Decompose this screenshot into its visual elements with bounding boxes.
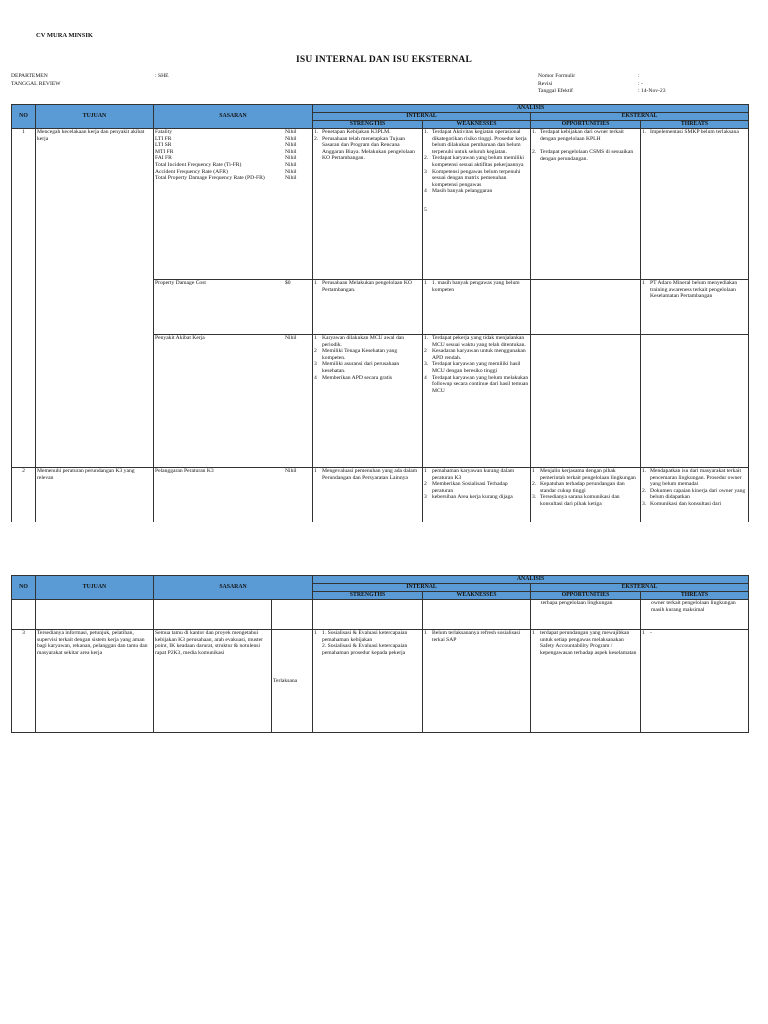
department-value: : SHE (155, 73, 169, 79)
effective-date-label: Tanggal Efektif (538, 88, 573, 94)
strengths-cell (313, 280, 423, 335)
header-eksternal: EKSTERNAL (531, 584, 749, 592)
row-no: 3 (12, 630, 36, 733)
header-threats: THREATS (641, 592, 749, 600)
sasaran-name: MTI FR (155, 148, 174, 155)
item-text: Impelementasi SMKP belum terlaksana (650, 129, 739, 135)
item-text: 1. Sosialisasi & Evaluasi ketercapaian pemahaman kebijakan (322, 630, 408, 643)
header-no: NO (12, 576, 36, 600)
table-row (12, 630, 749, 733)
list-item (424, 494, 529, 501)
list-item (642, 501, 747, 508)
threats-cell (641, 630, 749, 733)
weaknesses-cell (423, 280, 531, 335)
list-item (532, 468, 639, 481)
item-text (432, 207, 529, 214)
row-no: 1 (12, 129, 36, 468)
table-row (12, 468, 749, 522)
list-item (314, 361, 421, 374)
sasaran-target: Nihil (285, 155, 297, 162)
sasaran-cell (154, 468, 313, 522)
sasaran-target: Nihil (285, 142, 297, 149)
item-number: 3 (424, 494, 427, 501)
list-item (424, 481, 529, 494)
item-text: 2. Sosialisasi & Evaluasi ketercapaian pemahaman prosedur kepada pekerja (322, 643, 408, 656)
item-text: Memberikan Sosialisasi Terhadap peraturan (432, 481, 508, 494)
strengths-cell (313, 468, 423, 522)
strengths-cell (313, 335, 423, 468)
list-item (424, 361, 529, 374)
item-text: Belum terlaksananya refresh sosialisasi terkai SAP (432, 630, 521, 643)
list-item (314, 643, 421, 656)
item-text: Dokumen capaian kinerja dari owner yang belum didapatkan (650, 487, 746, 501)
table-row (12, 600, 749, 630)
sasaran-target: Nihil (285, 135, 297, 142)
list-item (314, 136, 421, 162)
sasaran-name: Penyakit Akibat Kerja (155, 335, 205, 341)
sasaran-name: LTI FR (155, 135, 172, 142)
sasaran-name: Property Damage Cost (155, 280, 206, 286)
item-number: 1 (314, 630, 317, 636)
sasaran-item (155, 280, 311, 287)
table-row (12, 129, 749, 280)
item-text: Terdapat Aktivitas kegiatan operasional dikategorikan risiko tinggi. Prosedur kerja belum dilakukan pembaruan dan belum terpenuhi untuk seluruh kegiatan. (432, 129, 527, 155)
header-no: NO (12, 105, 36, 129)
item-number: 1 (424, 630, 427, 636)
item-number: 1. (642, 129, 647, 135)
empty-cell (272, 600, 313, 630)
sasaran-name: Total Incident Frequency Rate (Ti-FR) (155, 161, 242, 168)
item-number: 1. (642, 468, 647, 474)
sasaran-item (155, 335, 311, 342)
list-item (314, 280, 421, 293)
list-item (642, 630, 747, 637)
list-item (424, 468, 529, 481)
sasaran-cell (154, 280, 313, 335)
list-item (642, 468, 747, 488)
threats-cell (641, 335, 749, 468)
item-number (314, 643, 322, 656)
form-number-label: Nomor Formulir (538, 73, 576, 79)
list-item (424, 335, 529, 348)
sasaran-item (155, 149, 311, 156)
item-number: 1 (314, 468, 317, 474)
row-tujuan: Mencegah kecelakaan kerja dan penyakit akibat kerja (36, 129, 154, 468)
item-text: Terdapat pekerja yang tidak menjalankan MCU sesuai waktu yang telah ditentukan. (432, 335, 526, 348)
item-number: 1 (642, 280, 645, 286)
threats-cell (641, 129, 749, 280)
strengths-cell (313, 630, 423, 733)
header-weaknesses: WEAKNESSES (423, 121, 531, 129)
weaknesses-cell (423, 600, 531, 630)
item-text: Kompetensi pengawas belum terpenuhi sesuai dengan matrix pemenuhan kompetensi pengawas (432, 168, 521, 188)
item-number: 1 (314, 335, 317, 341)
document-title: ISU INTERNAL DAN ISU EKSTERNAL (296, 55, 472, 65)
item-number: 2 (424, 348, 427, 355)
item-number: 2. (532, 149, 537, 156)
opportunities-cell (531, 468, 641, 522)
item-text: Kesadaran karyawan untuk menggunakan APD rendah. (432, 348, 526, 361)
sasaran-target: Nihil (285, 148, 297, 155)
department-label: DEPARTEMEN (11, 73, 48, 79)
item-number: 1 (532, 630, 535, 636)
item-text: Perusahaan Melakukan pengelolaan KO Pertambangan. (322, 280, 412, 293)
item-number: 1 (532, 468, 535, 474)
list-item (314, 335, 421, 348)
weaknesses-cell (423, 468, 531, 522)
sasaran-name: Total Property Damage Frequency Rate (PD-FR) (155, 175, 265, 182)
header-internal: INTERNAL (313, 584, 531, 592)
item-number: 3 (314, 361, 317, 368)
swot-table-2 (11, 575, 749, 733)
item-text: terhapa pengelolaan lingkungan (541, 600, 613, 606)
threats-cell (641, 600, 749, 630)
list-item (424, 348, 529, 361)
item-number: 5 (424, 206, 427, 213)
list-item (424, 169, 529, 189)
sasaran-name: LTI SR (155, 142, 172, 149)
list-item (424, 155, 529, 168)
strengths-cell (313, 600, 423, 630)
sasaran-item (155, 175, 311, 182)
list-item (424, 188, 529, 195)
item-number: 3 (424, 168, 427, 175)
list-item (532, 494, 639, 507)
item-number: 2. (642, 487, 647, 494)
header-sasaran: SASARAN (154, 576, 313, 600)
sasaran-cell: Semua tamu di kantor dan proyek mengetahui kebijakan K3 perusahaan, arah evakuasi, muster point, IK keadaan darurat, struktur & notulensi rapat P2K3, media komunikasi (154, 630, 272, 733)
list-item (424, 630, 529, 643)
swot-table-1 (11, 104, 749, 522)
header-analisis: ANALISIS (313, 105, 749, 113)
weaknesses-cell (423, 129, 531, 280)
list-item (314, 375, 421, 382)
empty-cell (36, 600, 154, 630)
item-number: 4 (314, 374, 317, 381)
list-item (424, 280, 529, 293)
company-name: CV MURA MINSIK (36, 32, 93, 39)
threats-cell (641, 280, 749, 335)
effective-date-value: : 14-Nov-23 (638, 88, 666, 94)
sasaran-item (155, 155, 311, 162)
item-text: Perusahaan telah menetapkan Tujuan Sasaran dan Program dan Rencana Anggaran Biaya. Melakukan pengelolaan KO Pertambangan. (322, 135, 415, 162)
item-text: Memiliki asuransi dari perusahaan kesehatan. (322, 361, 400, 374)
header-analisis: ANALISIS (313, 576, 749, 584)
item-number: 1 (424, 280, 427, 286)
sasaran-target: Terlaksana (273, 677, 298, 684)
item-text: Memiliki Tenaga Kesehatan yang kompeten. (322, 348, 398, 361)
item-number: 1 (642, 630, 645, 636)
item-number: 3. (424, 361, 429, 368)
revision-label: Revisi (538, 80, 553, 87)
item-text: terdapat perundangan yang mewajibkan untuk setiap pengawas melaksanakan Safety Accountability Program / kepengawasan terhadap aspek keselamatan (540, 630, 637, 656)
sasaran-name: Fatality (155, 129, 173, 135)
sasaran-item (155, 468, 311, 475)
item-text: pemahaman karyawan kurang dalam peraturan K3 (432, 468, 515, 481)
weaknesses-cell (423, 630, 531, 733)
list-item (424, 207, 529, 214)
item-text: kebersihan Area kerja kurang dijaga (432, 494, 513, 501)
item-number: 3. (642, 500, 647, 507)
item-text: Penetapan Kebijakan K3PLM. (322, 129, 391, 135)
item-number: 2 (314, 348, 317, 355)
revision-value: : - (638, 80, 643, 87)
item-text: owner terkait pengelolaan lingkungan masih kurang maksimal (651, 600, 736, 613)
list-item (532, 481, 639, 494)
opportunities-cell (531, 630, 641, 733)
review-date-label: TANGGAL REVIEW (11, 80, 61, 87)
item-text: Menjalin kerjasama dengan pihak pemerintah terkait pengelolaan lingkungan (540, 468, 636, 481)
item-number: 1. (532, 129, 537, 135)
item-number: 4 (424, 188, 427, 195)
item-number: 1 (314, 280, 317, 286)
list-item (314, 630, 421, 643)
list-item (642, 280, 747, 300)
opportunities-cell (531, 129, 641, 280)
list-item (532, 129, 639, 142)
item-text: Kepatuhan terhadap perundangan dan standar cukup tinggi (540, 481, 625, 494)
header-strengths: STRENGTHS (313, 592, 423, 600)
item-text: Terdapat kebijakan dari owner terkait dengan pengelolaan KPLH (540, 129, 624, 142)
list-item (532, 630, 639, 656)
header-eksternal: EKSTERNAL (531, 113, 749, 121)
header-threats: THREATS (641, 121, 749, 129)
item-number: 4 (424, 374, 427, 381)
item-text: Terdapat karyawan yang belum memiliki kompetensi sesuai aktifitas pekerjaannya (432, 155, 524, 168)
empty-cell (154, 600, 272, 630)
item-text: Karyawan dilakukan MCU awal dan periodik. (322, 335, 405, 348)
header-opportunities: OPPORTUNITIES (531, 592, 641, 600)
list-item (314, 468, 421, 481)
item-number: 1. (424, 129, 429, 135)
row-tujuan: Memenuhi peraturan perundangan K3 yang relevan (36, 468, 154, 522)
list-item (642, 488, 747, 501)
sasaran-target: Nihil (285, 161, 297, 168)
sasaran-item (155, 142, 311, 149)
header-tujuan: TUJUAN (36, 576, 154, 600)
weaknesses-cell (423, 335, 531, 468)
header-internal: INTERNAL (313, 113, 531, 121)
header-tujuan: TUJUAN (36, 105, 154, 129)
sasaran-item (155, 129, 311, 136)
item-number: 3. (532, 494, 537, 501)
item-text: Terdapat pengelolaan CSMS di sesuaikan dengan perundangan. (540, 149, 634, 162)
item-number: 1. (424, 335, 429, 341)
list-item (314, 129, 421, 136)
sasaran-target: Nihil (285, 175, 297, 182)
sasaran-cell (154, 335, 313, 468)
sasaran-list (155, 129, 311, 182)
meta-right (538, 73, 666, 96)
item-text: 1. masih banyak pengawas yang belum kompeten (432, 280, 520, 293)
item-text: Mengevaluasi pemenuhan yang ada dalam Perundangan dan Persyaratan Lainnya (322, 468, 418, 481)
threats-cell (641, 468, 749, 522)
sasaran-name: Pelanggaran Peraturan K3 (155, 468, 214, 474)
header-weaknesses: WEAKNESSES (423, 592, 531, 600)
row-no: 2 (12, 468, 36, 522)
opportunities-cell (531, 335, 641, 468)
empty-cell (12, 600, 36, 630)
sasaran-target: Nihil (285, 468, 297, 474)
strengths-cell (313, 129, 423, 280)
item-text: PT Adaro Mineral belum menyediakan training awareness terkait pengelolaan Keselamatan Pertambangan (650, 280, 738, 300)
item-number: 2 (424, 481, 427, 488)
header-sasaran: SASARAN (154, 105, 313, 129)
sasaran-target: Nihil (285, 168, 297, 175)
list-item (314, 348, 421, 361)
list-item (424, 375, 529, 395)
list-item (642, 129, 747, 136)
item-text: Masih banyak pelanggaran (432, 188, 493, 195)
row-tujuan: Tersedianya informasi, petunjuk, pelatihan, supervisi terkait dengan sistem kerja yang aman bagi karyawan, rekanan, pelanggan dan tamu dan masyarakat sekitar area kerja (36, 630, 154, 733)
header-opportunities: OPPORTUNITIES (531, 121, 641, 129)
item-number: 2. (532, 481, 537, 488)
sasaran-name: Accident Frequency Rate (AFR) (155, 168, 228, 175)
item-text: Terdapat karyawan yang belum melakukan followup secara continue dari hasil temuan MCU (432, 374, 529, 394)
item-text: Memberikan APD secara gratis (322, 374, 393, 381)
form-number-value: : (638, 73, 640, 79)
item-text: Komunikasi dan konsultasi dari (650, 500, 722, 507)
sasaran-target: Nihil (285, 129, 297, 135)
opportunities-cell (531, 280, 641, 335)
item-text: - (650, 630, 652, 636)
list-item (424, 129, 529, 155)
item-text: Terdapat karyawan yang memiliki hasil MCU dengan beresiko tinggi (432, 361, 521, 374)
sasaran-item (155, 162, 311, 169)
item-text: Mendapatkan isu dari masyarakat terkait pencemaran lingkungan. Prosedur owner yang belum memadai (650, 468, 742, 488)
list-item (532, 149, 639, 162)
meta-left (11, 73, 169, 88)
item-text: Tersedianya sarana komunikasi dan konsultasi dari pihak ketiga (540, 494, 620, 507)
item-number: 1. (314, 129, 319, 135)
header-strengths: STRENGTHS (313, 121, 423, 129)
sasaran-target-cell (272, 630, 313, 733)
item-number: 2. (424, 155, 429, 162)
item-number: 2. (314, 135, 319, 142)
sasaran-item (155, 136, 311, 143)
sasaran-target: Nihil (285, 335, 297, 341)
opportunities-cell (531, 600, 641, 630)
sasaran-cell (154, 129, 313, 280)
sasaran-target: $0 (285, 280, 291, 286)
sasaran-name: FAI FR (155, 155, 172, 162)
item-number: 1 (424, 468, 427, 474)
